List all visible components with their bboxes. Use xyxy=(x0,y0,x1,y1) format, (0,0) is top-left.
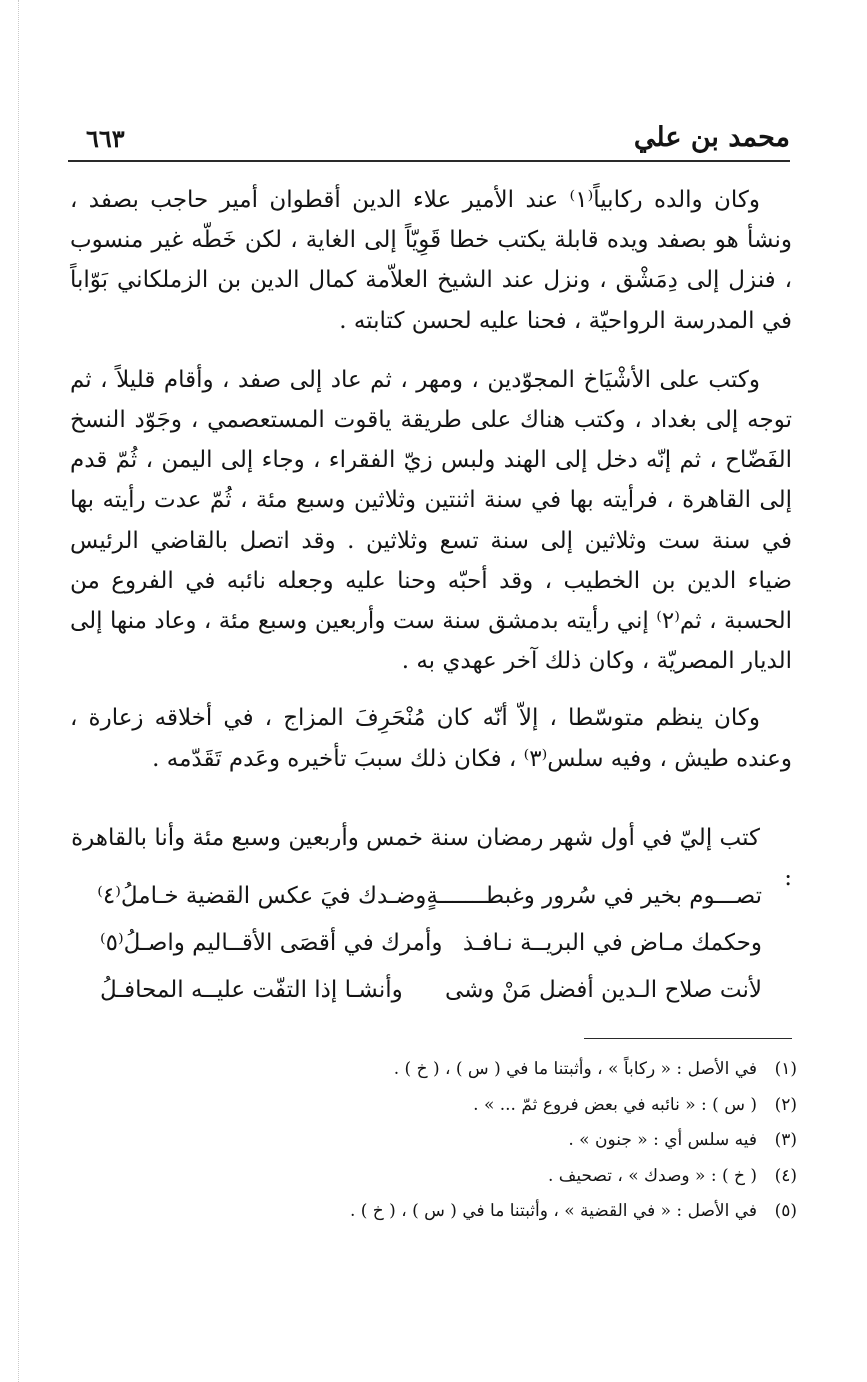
verse-2-second-hemistich: وأمرك في أقصَى الأقــاليم واصـلُ⁽٥⁾ xyxy=(100,930,443,956)
poem-intro: كتب إليّ في أول شهر رمضان سنة خمس وأربعين وسبع مئة وأنا بالقاهرة : xyxy=(71,825,792,891)
verse-3 xyxy=(100,967,762,1014)
footnote-text: ( س ) : « نائبه في بعض فروع ثمّ ... » . xyxy=(473,1094,757,1115)
verse-3-first-hemistich: لأنت صلاح الـدين أفضل مَنْ وشى xyxy=(444,977,762,1003)
footnote-1 xyxy=(67,1052,797,1088)
paragraph-2: وكتب على الأشْيَاخ المجوّدين ، ومهر ، ثم عاد إلى صفد ، وأقام قليلاً ، ثم توجه إلى بغداد ، وكتب هناك على طريقة ياقوت المستعصمي ، وجَوّد النسخ الفَضّاح ، ثم إنّه دخل إلى الهند ولبس زيّ الفقراء ، وجاء إلى اليمن ، ثُمّ قدم إلى القاهرة ، فرأيته بها في سنة اثنتين وثلاثين وسبع مئة ، ثُمّ عدت رأيته بها في سنة ست وثلاثين إلى سنة تسع وثلاثين . وقد اتصل بالقاضي الرئيس ضياء الدين بن الخطيب ، وقد أحبّه وحنا عليه وجعله نائبه في الفروع من الحسبة ، ثم⁽٢⁾ إني رأيته بدمشق سنة ست وأربعين وسبع مئة ، وعاد منها إلى الديار المصريّة ، وكان ذلك آخر عهدي به . xyxy=(70,366,792,675)
footnote-number: (٣) xyxy=(774,1130,797,1150)
footnote-number: (٤) xyxy=(774,1165,797,1186)
verse-2 xyxy=(100,920,762,967)
footnote-2 xyxy=(67,1088,797,1124)
body-text xyxy=(70,180,792,779)
verse-1-second-hemistich: وضـدك فيَ عكس القضية خـاملُ⁽٤⁾ xyxy=(97,883,427,909)
footnote-text: في الأصل : « في القضية » ، وأثبتنا ما في ( س ) ، ( خ ) . xyxy=(349,1201,757,1221)
footnote-3 xyxy=(67,1123,797,1159)
footnote-number: (٥) xyxy=(774,1201,797,1221)
paragraph-1: وكان والده ركابياً⁽١⁾ عند الأمير علاء الدين أقطوان أمير حاجب بصفد ، ونشأ هو بصفد ويده قابلة يكتب خطا قَوِيّاً إلى الغاية ، لكن خَطّه غير منسوب ، فنزل إلى دِمَشْق ، ونزل عند الشيخ العلاّمة كمال الدين بن الزملكاني بَوّاباً في المدرسة الرواحيّة ، فحنا عليه لحسن كتابته . xyxy=(70,187,792,334)
poem xyxy=(97,873,762,1014)
running-title: محمد بن علي xyxy=(633,122,790,153)
verse-1 xyxy=(97,873,762,920)
footnote-divider xyxy=(584,1038,792,1039)
verse-1-first-hemistich: تصـــوم بخير في سُرور وغبطـــــــةٍ xyxy=(426,883,762,909)
footnote-number: (١) xyxy=(774,1059,797,1079)
footnote-text: في الأصل : « ركاباً » ، وأثبتنا ما في ( س ) ، ( خ ) . xyxy=(393,1059,757,1079)
footnote-number: (٢) xyxy=(774,1094,797,1115)
verse-3-second-hemistich: وأنشـا إذا التفّت عليــه المحافـلُ xyxy=(100,977,403,1003)
footnote-text: ( خ ) : « وصدك » ، تصحيف . xyxy=(547,1165,757,1186)
page-number: ٦٦٣ xyxy=(86,124,125,153)
footnote-4 xyxy=(67,1159,797,1195)
footnote-5 xyxy=(67,1194,797,1230)
footnotes xyxy=(67,1052,797,1230)
paragraph-3: وكان ينظم متوسّطا ، إلاّ أنّه كان مُنْحَرِفَ المزاج ، في أخلاقه زعارة ، وعنده طيش ، وفيه سلس⁽٣⁾ ، فكان ذلك سببَ تأخيره وعَدم تَقَدّمه . xyxy=(70,705,792,772)
footnote-text: فيه سلس أي : « جنون » . xyxy=(568,1130,757,1150)
verse-2-first-hemistich: وحكمك مـاض في البريــة نـافـذ xyxy=(462,930,762,956)
page-header xyxy=(68,112,790,162)
scan-edge xyxy=(18,0,20,1382)
